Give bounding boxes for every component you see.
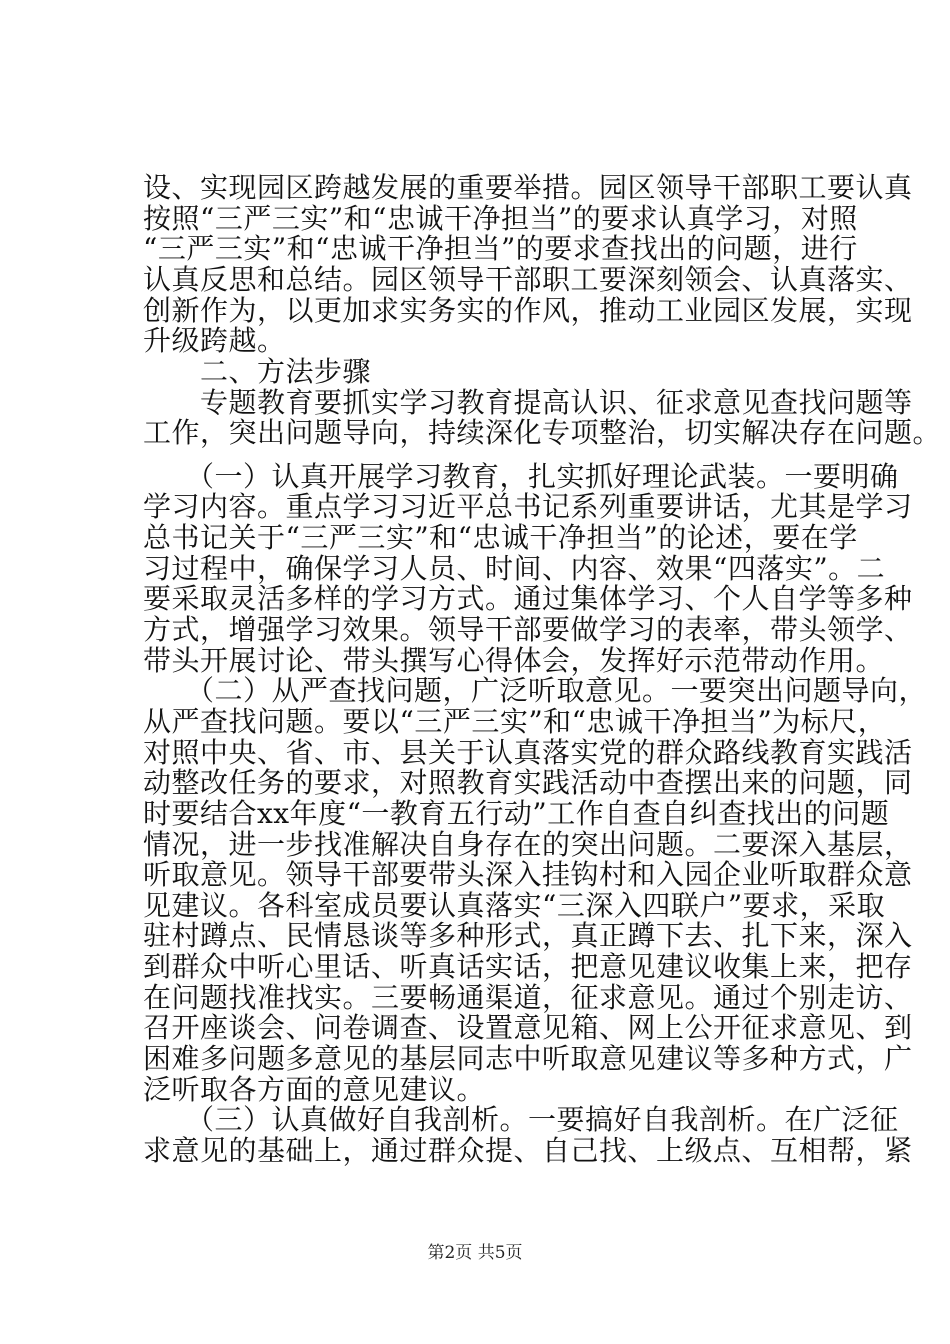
text-line: 带头开展讨论、带头撰写心得体会，发挥好示范带动作用。	[143, 644, 885, 677]
text-line: （一）认真开展学习教育，扎实抓好理论武装。一要明确	[143, 460, 899, 493]
text-line: 按照“三严三实”和“忠诚干净担当”的要求认真学习，对照	[143, 202, 858, 235]
page-footer: 第2页 共5页	[427, 1243, 523, 1263]
text-line: 要采取灵活多样的学习方式。通过集体学习、个人自学等多种	[143, 582, 913, 615]
text-line: （二）从严查找问题，广泛听取意见。一要突出问题导向，	[143, 674, 928, 707]
text-line: 二、方法步骤	[143, 355, 372, 388]
text-line: 驻村蹲点、民情恳谈等多种形式，真正蹲下去、扎下来，深入	[143, 919, 913, 952]
text-line: 方式，增强学习效果。领导干部要做学习的表率，带头领学、	[143, 613, 913, 646]
text-line: 求意见的基础上，通过群众提、自己找、上级点、互相帮，紧	[143, 1134, 913, 1167]
text-line: 工作，突出问题导向，持续深化专项整治，切实解决存在问题。	[143, 416, 942, 449]
text-line: 召开座谈会、问卷调查、设置意见箱、网上公开征求意见、到	[143, 1011, 913, 1044]
text-line: 时要结合xx年度“一教育五行动”工作自查自纠查找出的问题	[143, 797, 890, 830]
text-line: 总书记关于“三严三实”和“忠诚干净担当”的论述，要在学	[143, 521, 858, 554]
text-line: 对照中央、省、市、县关于认真落实党的群众路线教育实践活	[143, 736, 913, 769]
text-line: 升级跨越。	[143, 324, 286, 357]
text-line: 情况，进一步找准解决自身存在的突出问题。二要深入基层，	[143, 828, 913, 861]
text-line: 设、实现园区跨越发展的重要举措。园区领导干部职工要认真	[143, 171, 913, 204]
text-line: （三）认真做好自我剖析。一要搞好自我剖析。在广泛征	[143, 1103, 899, 1136]
text-line: “三严三实”和“忠诚干净担当”的要求查找出的问题，进行	[143, 232, 858, 265]
text-line: 学习内容。重点学习习近平总书记系列重要讲话，尤其是学习	[143, 490, 913, 523]
text-line: 动整改任务的要求，对照教育实践活动中查摆出来的问题，同	[143, 766, 913, 799]
text-line: 创新作为，以更加求实务实的作风，推动工业园区发展，实现	[143, 294, 913, 327]
text-line: 在问题找准找实。三要畅通渠道，征求意见。通过个别走访、	[143, 981, 913, 1014]
text-line: 泛听取各方面的意见建议。	[143, 1073, 486, 1106]
text-line: 习过程中，确保学习人员、时间、内容、效果“四落实”。二	[143, 552, 886, 585]
text-line: 见建议。各科室成员要认真落实“三深入四联户”要求，采取	[143, 889, 886, 922]
text-line: 到群众中听心里话、听真话实话，把意见建议收集上来，把存	[143, 950, 913, 983]
text-line: 专题教育要抓实学习教育提高认识、征求意见查找问题等	[143, 386, 913, 419]
text-line: 困难多问题多意见的基层同志中听取意见建议等多种方式，广	[143, 1042, 913, 1075]
text-line: 从严查找问题。要以“三严三实”和“忠诚干净担当”为标尺，	[143, 705, 887, 738]
text-line: 认真反思和总结。园区领导干部职工要深刻领会、认真落实、	[143, 263, 913, 296]
text-line: 听取意见。领导干部要带头深入挂钩村和入园企业听取群众意	[143, 858, 913, 891]
